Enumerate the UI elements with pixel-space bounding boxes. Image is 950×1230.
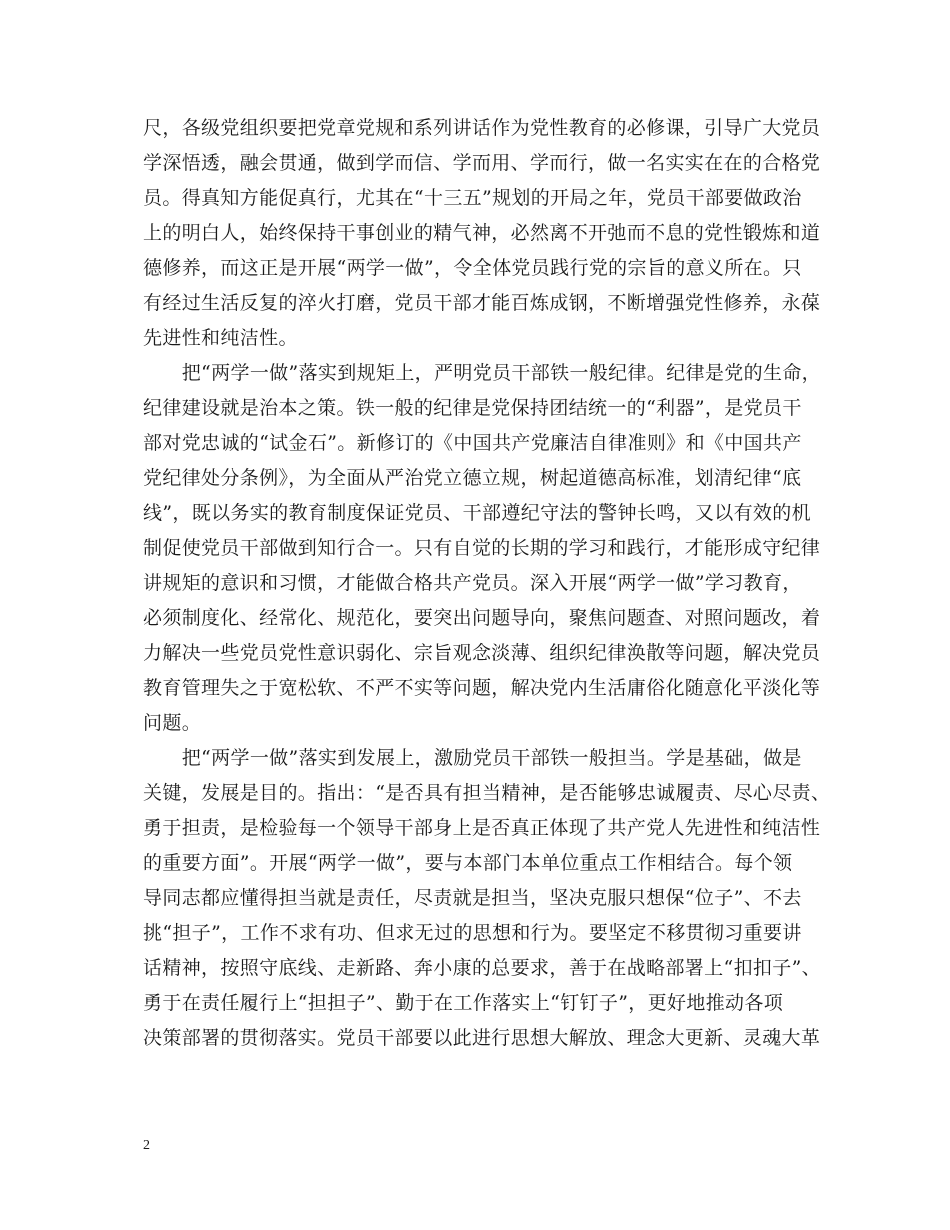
text-line: 话精神，按照守底线、走新路、奔小康的总要求，善于在战略部署上“扣扣子”、 <box>143 957 822 979</box>
text-line: 有经过生活反复的淬火打磨，党员干部才能百炼成钢，不断增强党性修养，永葆 <box>143 292 821 314</box>
text-line: 先进性和纯洁性。 <box>143 327 298 349</box>
text-line: 部对党忠诚的“试金石”。新修订的《中国共产党廉洁自律准则》和《中国共产 <box>143 432 802 454</box>
text-line: 勇于在责任履行上“担担子”、勤于在工作落实上“钉钉子”，更好地推动各项 <box>143 992 784 1014</box>
text-line: 线”，既以务实的教育制度保证党员、干部遵纪守法的警钟长鸣，又以有效的机 <box>143 502 811 524</box>
text-line: 学深悟透，融会贯通，做到学而信、学而用、学而行，做一名实实在在的合格党 <box>143 152 821 174</box>
text-line: 尺，各级党组织要把党章党规和系列讲话作为党性教育的必修课，引导广大党员 <box>143 117 821 139</box>
text-line: 党纪律处分条例》，为全面从严治党立德立规，树起道德高标准，划清纪律“底 <box>143 467 802 489</box>
text-line: 决策部署的贯彻落实。党员干部要以此进行思想大解放、理念大更新、灵魂大革 <box>143 1027 821 1049</box>
text-line: 必须制度化、经常化、规范化，要突出问题导向，聚焦问题查、对照问题改，着 <box>143 607 821 629</box>
text-line: 制促使党员干部做到知行合一。只有自觉的长期的学习和践行，才能形成守纪律 <box>143 537 821 559</box>
text-line: 上的明白人，始终保持干事创业的精气神，必然离不开弛而不息的党性锻炼和道 <box>143 222 821 244</box>
text-line: 员。得真知方能促真行，尤其在“十三五”规划的开局之年，党员干部要做政治 <box>143 187 802 209</box>
text-line: 讲规矩的意识和习惯，才能做合格共产党员。深入开展“两学一做”学习教育， <box>143 572 802 594</box>
text-line: 导同志都应懂得担当就是责任，尽责就是担当，坚决克服只想保“位子”、不去 <box>143 887 802 909</box>
text-line: 力解决一些党员党性意识弱化、宗旨观念淡薄、组织纪律涣散等问题，解决党员 <box>143 642 821 664</box>
text-line: 关键，发展是目的。指出：“是否具有担当精神，是否能够忠诚履责、尽心尽责、 <box>143 782 831 804</box>
text-line: 纪律建设就是治本之策。铁一般的纪律是党保持团结统一的“利器”，是党员干 <box>143 397 802 419</box>
text-line: 问题。 <box>143 712 202 734</box>
text-line: 德修养，而这正是开展“两学一做”，令全体党员践行党的宗旨的意义所在。只 <box>143 257 802 279</box>
text-line: 把“两学一做”落实到规矩上，严明党员干部铁一般纪律。纪律是党的生命， <box>143 362 822 384</box>
text-line: 把“两学一做”落实到发展上，激励党员干部铁一般担当。学是基础，做是 <box>143 747 802 769</box>
text-line: 勇于担责，是检验每一个领导干部身上是否真正体现了共产党人先进性和纯洁性 <box>143 817 821 839</box>
text-line: 教育管理失之于宽松软、不严不实等问题，解决党内生活庸俗化随意化平淡化等 <box>143 677 821 699</box>
text-line: 挑“担子”，工作不求有功、但求无过的思想和行为。要坚定不移贯彻习重要讲 <box>143 922 802 944</box>
page-number: 2 <box>143 1138 150 1153</box>
text-line: 的重要方面”。开展“两学一做”，要与本部门本单位重点工作相结合。每个领 <box>143 852 793 874</box>
